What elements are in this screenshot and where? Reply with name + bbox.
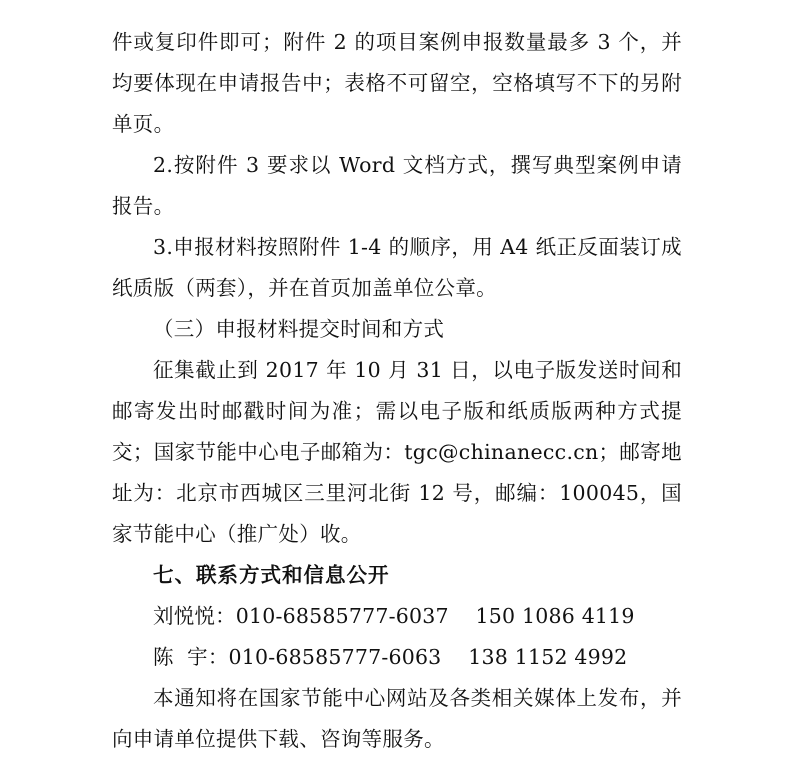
paragraph-item-2: 2.按附件 3 要求以 Word 文档方式，撰写典型案例申请报告。 [112, 153, 682, 218]
heading-contact-and-disclosure: 七、联系方式和信息公开 [153, 563, 390, 587]
paragraph-deadline: 征集截止到 2017 年 10 月 31 日，以电子版发送时间和邮寄发出时邮戳时间为准；需以电子版和纸质版两种方式提交；国家节能中心电子邮箱为：tgc@chinanecc.cn；邮寄地址为：北京市西城区三里河北街 12 号，邮编：100045，国家节能中心（推广处）收。 [112, 358, 682, 546]
document-body [112, 22, 682, 760]
contact-row-liu-yueyue: 刘悦悦：010-68585777-6037 150 1086 4119 [153, 604, 635, 628]
paragraph-section-three: （三）申报材料提交时间和方式 [153, 317, 445, 341]
paragraph-attachment-note: 件或复印件即可；附件 2 的项目案例申报数量最多 3 个，并均要体现在申请报告中；表格不可留空，空格填写不下的另附单页。 [112, 30, 682, 136]
contact-row-chen-yu: 陈 宇：010-68585777-6063 138 1152 4992 [153, 645, 628, 669]
paragraph-publication-notice: 本通知将在国家节能中心网站及各类相关媒体上发布，并向申请单位提供下载、咨询等服务。 [112, 686, 682, 751]
paragraph-item-3: 3.申报材料按照附件 1-4 的顺序，用 A4 纸正反面装订成纸质版（两套），并在首页加盖单位公章。 [112, 235, 682, 300]
